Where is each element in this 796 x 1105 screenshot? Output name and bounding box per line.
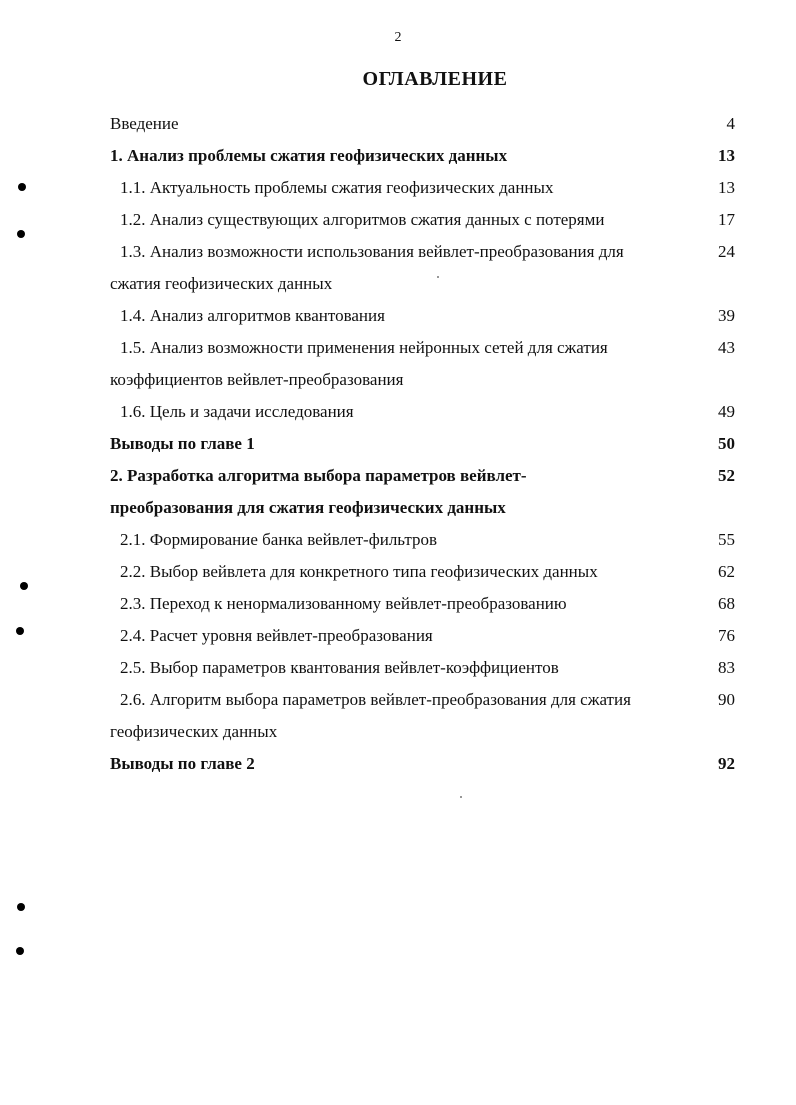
toc-title: ОГЛАВЛЕНИЕ (362, 68, 508, 90)
toc-entry-page: 43 (718, 338, 735, 357)
toc-entry (110, 396, 735, 428)
toc-entry-page: 50 (718, 434, 735, 453)
toc-entry-page: 90 (718, 690, 735, 709)
toc-entry-page: 83 (718, 658, 735, 677)
scan-mark (17, 903, 25, 911)
toc-entry-text: 2.5. Выбор параметров квантования вейвлет-коэффициентов (120, 658, 559, 677)
toc-entry-page: 49 (718, 402, 735, 421)
toc-entry-page: 13 (718, 146, 735, 165)
toc-entry-page: 52 (718, 466, 735, 485)
toc-entry-text: 1.1. Актуальность проблемы сжатия геофизических данных (120, 178, 554, 197)
scan-mark (16, 947, 24, 955)
toc-entry-text: Введение (110, 114, 179, 133)
toc-entry-page: 76 (718, 626, 735, 645)
scan-speck (437, 276, 439, 278)
toc-entry (110, 748, 735, 780)
toc-entry-text: сжатия геофизических данных (110, 274, 333, 293)
toc-entry-page: 68 (718, 594, 735, 613)
toc-entry (110, 524, 735, 556)
toc-entry-text: Выводы по главе 1 (110, 434, 255, 453)
toc-entry (110, 140, 735, 172)
toc-entry-page: 4 (726, 114, 735, 133)
toc-entry-text: 1. Анализ проблемы сжатия геофизических данных (110, 146, 508, 165)
scan-mark (16, 627, 24, 635)
toc-entry-text: 1.5. Анализ возможности применения нейронных сетей для сжатия (120, 338, 608, 357)
toc-entry (110, 332, 735, 364)
toc-entry-text: 1.3. Анализ возможности использования вейвлет-преобразования для (120, 242, 624, 261)
toc-entry (110, 620, 735, 652)
toc-entry-text: геофизических данных (110, 722, 278, 741)
toc-entry-page: 92 (718, 754, 735, 773)
toc-entry-text: преобразования для сжатия геофизических данных (110, 498, 506, 517)
table-of-contents (110, 108, 735, 780)
toc-entry (110, 652, 735, 684)
toc-entry-text: 2.3. Переход к ненормализованному вейвлет-преобразованию (120, 594, 567, 613)
toc-entry (110, 204, 735, 236)
toc-entry-text: 1.6. Цель и задачи исследования (120, 402, 354, 421)
toc-entry (110, 684, 735, 716)
page-number: 2 (394, 30, 402, 45)
scan-speck (460, 796, 462, 798)
toc-entry-text: коэффициентов вейвлет-преобразования (110, 370, 404, 389)
toc-entry-text: 2.2. Выбор вейвлета для конкретного типа геофизических данных (120, 562, 598, 581)
toc-entry (110, 172, 735, 204)
toc-entry-page: 24 (718, 242, 735, 261)
scan-mark (17, 230, 25, 238)
toc-entry (110, 716, 735, 748)
toc-entry (110, 492, 735, 524)
toc-entry-page: 55 (718, 530, 735, 549)
toc-entry-text: 2.4. Расчет уровня вейвлет-преобразования (120, 626, 433, 645)
toc-entry (110, 268, 735, 300)
toc-entry-page: 13 (718, 178, 735, 197)
toc-entry (110, 300, 735, 332)
toc-entry (110, 236, 735, 268)
toc-entry-text: 1.2. Анализ существующих алгоритмов сжатия данных с потерями (120, 210, 605, 229)
scan-mark (18, 183, 26, 191)
toc-entry (110, 108, 735, 140)
toc-entry (110, 364, 735, 396)
toc-entry (110, 556, 735, 588)
toc-entry-text: 2. Разработка алгоритма выбора параметров вейвлет- (110, 466, 527, 485)
scan-mark (20, 582, 28, 590)
toc-entry-text: 1.4. Анализ алгоритмов квантования (120, 306, 385, 325)
toc-entry (110, 588, 735, 620)
toc-entry-text: 2.1. Формирование банка вейвлет-фильтров (120, 530, 438, 549)
toc-entry-page: 62 (718, 562, 735, 581)
toc-entry-page: 39 (718, 306, 735, 325)
toc-entry (110, 428, 735, 460)
toc-entry-text: Выводы по главе 2 (110, 754, 255, 773)
toc-entry-text: 2.6. Алгоритм выбора параметров вейвлет-преобразования для сжатия (120, 690, 631, 709)
toc-entry-page: 17 (718, 210, 735, 229)
toc-entry (110, 460, 735, 492)
